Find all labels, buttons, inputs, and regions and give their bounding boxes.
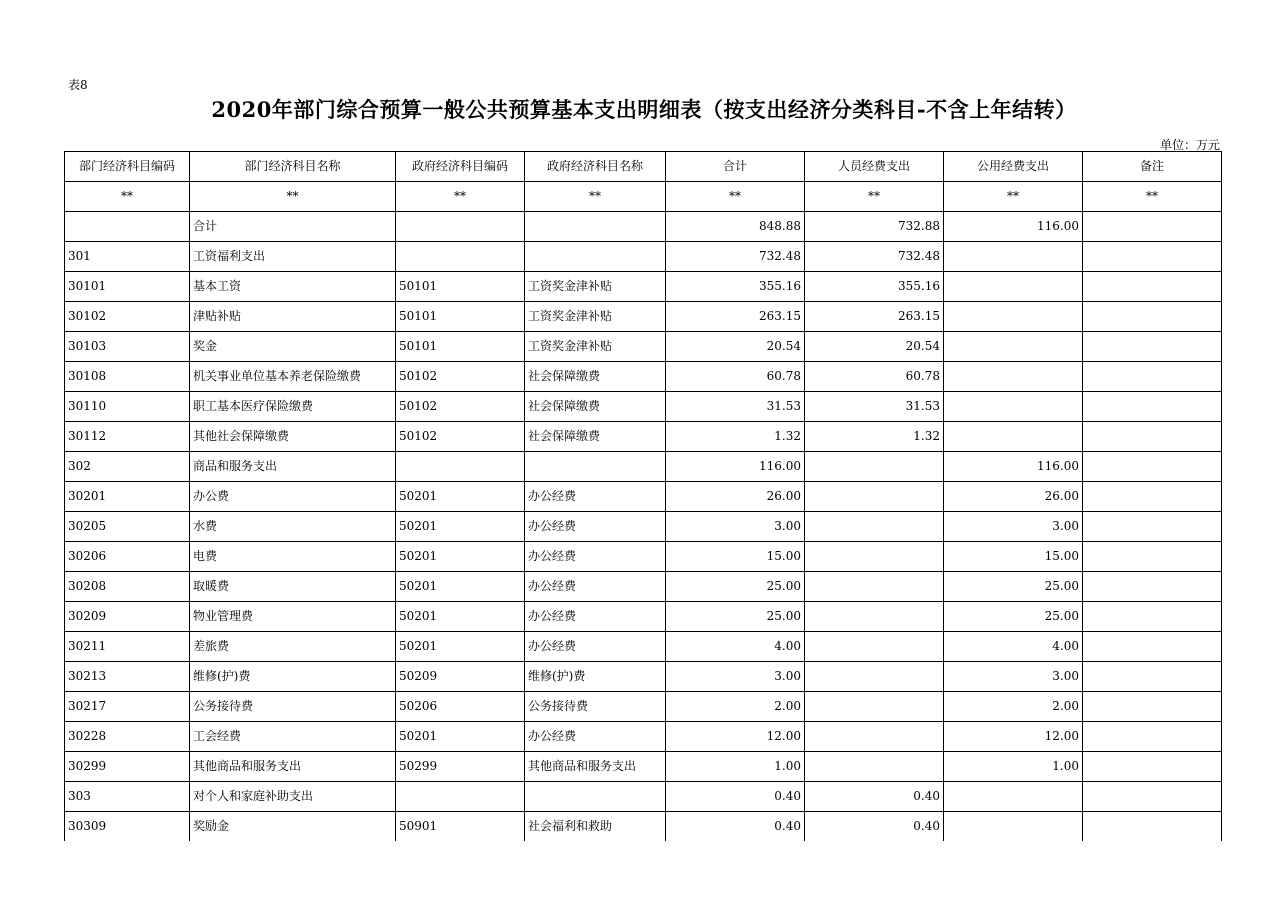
- public-cell: [944, 332, 1083, 362]
- total-cell: 4.00: [666, 632, 805, 662]
- table-row: [65, 212, 1222, 242]
- gov-name-cell: 工资奖金津补贴: [525, 272, 666, 302]
- remark-cell: [1083, 662, 1222, 692]
- marker-cell: **: [190, 182, 396, 212]
- personnel-cell: [805, 572, 944, 602]
- remark-cell: [1083, 242, 1222, 272]
- table-row: [65, 452, 1222, 482]
- public-cell: 25.00: [944, 602, 1083, 632]
- remark-cell: [1083, 812, 1222, 842]
- table-row: [65, 272, 1222, 302]
- remark-cell: [1083, 752, 1222, 782]
- remark-cell: [1083, 482, 1222, 512]
- total-cell: 2.00: [666, 692, 805, 722]
- gov-name-cell: 办公经费: [525, 722, 666, 752]
- gov-name-cell: 办公经费: [525, 482, 666, 512]
- dept-code-cell: 30228: [65, 722, 190, 752]
- dept-name-cell: 水费: [190, 512, 396, 542]
- budget-detail-table: [64, 151, 1222, 841]
- dept-name-cell: 办公费: [190, 482, 396, 512]
- marker-cell: **: [65, 182, 190, 212]
- dept-name-cell: 物业管理费: [190, 602, 396, 632]
- gov-code-cell: 50102: [396, 422, 525, 452]
- dept-name-cell: 对个人和家庭补助支出: [190, 782, 396, 812]
- personnel-cell: 0.40: [805, 782, 944, 812]
- table-row: [65, 692, 1222, 722]
- dept-name-cell: 商品和服务支出: [190, 452, 396, 482]
- public-cell: 116.00: [944, 452, 1083, 482]
- column-header: 备注: [1083, 152, 1222, 182]
- gov-name-cell: 公务接待费: [525, 692, 666, 722]
- marker-row: [65, 182, 1222, 212]
- gov-code-cell: 50201: [396, 572, 525, 602]
- dept-name-cell: 公务接待费: [190, 692, 396, 722]
- dept-name-cell: 机关事业单位基本养老保险缴费: [190, 362, 396, 392]
- column-header: 公用经费支出: [944, 152, 1083, 182]
- gov-code-cell: 50101: [396, 332, 525, 362]
- gov-name-cell: [525, 452, 666, 482]
- personnel-cell: [805, 542, 944, 572]
- table-row: [65, 632, 1222, 662]
- table-row: [65, 332, 1222, 362]
- gov-code-cell: 50201: [396, 632, 525, 662]
- column-header: 人员经费支出: [805, 152, 944, 182]
- gov-code-cell: 50102: [396, 392, 525, 422]
- remark-cell: [1083, 602, 1222, 632]
- personnel-cell: 1.32: [805, 422, 944, 452]
- total-cell: 0.40: [666, 812, 805, 842]
- personnel-cell: [805, 632, 944, 662]
- gov-code-cell: 50101: [396, 272, 525, 302]
- gov-code-cell: 50201: [396, 512, 525, 542]
- remark-cell: [1083, 512, 1222, 542]
- marker-cell: **: [1083, 182, 1222, 212]
- table-row: [65, 362, 1222, 392]
- total-cell: 848.88: [666, 212, 805, 242]
- public-cell: 3.00: [944, 662, 1083, 692]
- public-cell: 1.00: [944, 752, 1083, 782]
- personnel-cell: [805, 482, 944, 512]
- dept-code-cell: 30112: [65, 422, 190, 452]
- dept-name-cell: 其他社会保障缴费: [190, 422, 396, 452]
- gov-name-cell: 社会保障缴费: [525, 392, 666, 422]
- total-cell: 732.48: [666, 242, 805, 272]
- public-cell: [944, 242, 1083, 272]
- public-cell: [944, 272, 1083, 302]
- dept-code-cell: 30208: [65, 572, 190, 602]
- dept-code-cell: 30217: [65, 692, 190, 722]
- personnel-cell: 20.54: [805, 332, 944, 362]
- personnel-cell: 732.88: [805, 212, 944, 242]
- personnel-cell: [805, 602, 944, 632]
- gov-code-cell: [396, 782, 525, 812]
- total-cell: 1.32: [666, 422, 805, 452]
- gov-code-cell: [396, 212, 525, 242]
- dept-code-cell: 30201: [65, 482, 190, 512]
- personnel-cell: [805, 692, 944, 722]
- remark-cell: [1083, 422, 1222, 452]
- table-row: [65, 782, 1222, 812]
- total-cell: 355.16: [666, 272, 805, 302]
- dept-code-cell: 302: [65, 452, 190, 482]
- marker-cell: **: [944, 182, 1083, 212]
- remark-cell: [1083, 452, 1222, 482]
- column-header: 部门经济科目编码: [65, 152, 190, 182]
- gov-name-cell: 办公经费: [525, 632, 666, 662]
- gov-name-cell: 社会保障缴费: [525, 362, 666, 392]
- gov-code-cell: 50102: [396, 362, 525, 392]
- dept-code-cell: 30103: [65, 332, 190, 362]
- gov-name-cell: 其他商品和服务支出: [525, 752, 666, 782]
- dept-code-cell: 30213: [65, 662, 190, 692]
- gov-name-cell: 社会福利和救助: [525, 812, 666, 842]
- dept-name-cell: 基本工资: [190, 272, 396, 302]
- table-row: [65, 572, 1222, 602]
- gov-code-cell: [396, 452, 525, 482]
- personnel-cell: 732.48: [805, 242, 944, 272]
- gov-code-cell: 50101: [396, 302, 525, 332]
- total-cell: 26.00: [666, 482, 805, 512]
- total-cell: 12.00: [666, 722, 805, 752]
- column-header: 政府经济科目编码: [396, 152, 525, 182]
- dept-code-cell: 30110: [65, 392, 190, 422]
- marker-cell: **: [525, 182, 666, 212]
- total-cell: 25.00: [666, 602, 805, 632]
- public-cell: 3.00: [944, 512, 1083, 542]
- personnel-cell: [805, 752, 944, 782]
- public-cell: [944, 812, 1083, 842]
- dept-code-cell: 301: [65, 242, 190, 272]
- header-row: [65, 152, 1222, 182]
- column-header: 政府经济科目名称: [525, 152, 666, 182]
- dept-name-cell: 电费: [190, 542, 396, 572]
- remark-cell: [1083, 362, 1222, 392]
- table-row: [65, 602, 1222, 632]
- gov-name-cell: 维修(护)费: [525, 662, 666, 692]
- table-row: [65, 242, 1222, 272]
- dept-name-cell: 合计: [190, 212, 396, 242]
- public-cell: 15.00: [944, 542, 1083, 572]
- total-cell: 263.15: [666, 302, 805, 332]
- dept-code-cell: 30209: [65, 602, 190, 632]
- column-header: 部门经济科目名称: [190, 152, 396, 182]
- table-row: [65, 752, 1222, 782]
- gov-name-cell: 办公经费: [525, 542, 666, 572]
- public-cell: [944, 422, 1083, 452]
- total-cell: 20.54: [666, 332, 805, 362]
- dept-code-cell: 30211: [65, 632, 190, 662]
- public-cell: [944, 392, 1083, 422]
- dept-code-cell: 30101: [65, 272, 190, 302]
- dept-code-cell: 30309: [65, 812, 190, 842]
- dept-name-cell: 维修(护)费: [190, 662, 396, 692]
- total-cell: 60.78: [666, 362, 805, 392]
- dept-name-cell: 奖励金: [190, 812, 396, 842]
- total-cell: 116.00: [666, 452, 805, 482]
- gov-code-cell: 50201: [396, 482, 525, 512]
- dept-code-cell: 30102: [65, 302, 190, 332]
- table-row: [65, 722, 1222, 752]
- remark-cell: [1083, 572, 1222, 602]
- public-cell: 4.00: [944, 632, 1083, 662]
- marker-cell: **: [396, 182, 525, 212]
- gov-name-cell: 办公经费: [525, 602, 666, 632]
- remark-cell: [1083, 302, 1222, 332]
- table-row: [65, 482, 1222, 512]
- gov-name-cell: 办公经费: [525, 572, 666, 602]
- dept-name-cell: 差旅费: [190, 632, 396, 662]
- gov-code-cell: 50206: [396, 692, 525, 722]
- remark-cell: [1083, 692, 1222, 722]
- gov-code-cell: 50299: [396, 752, 525, 782]
- gov-code-cell: 50901: [396, 812, 525, 842]
- public-cell: 2.00: [944, 692, 1083, 722]
- table-body: [65, 212, 1222, 842]
- personnel-cell: [805, 512, 944, 542]
- gov-code-cell: 50209: [396, 662, 525, 692]
- dept-code-cell: 30299: [65, 752, 190, 782]
- total-cell: 3.00: [666, 512, 805, 542]
- table-header: [65, 152, 1222, 212]
- column-header: 合计: [666, 152, 805, 182]
- dept-name-cell: 取暖费: [190, 572, 396, 602]
- remark-cell: [1083, 632, 1222, 662]
- dept-name-cell: 职工基本医疗保险缴费: [190, 392, 396, 422]
- personnel-cell: 60.78: [805, 362, 944, 392]
- dept-name-cell: 其他商品和服务支出: [190, 752, 396, 782]
- public-cell: [944, 782, 1083, 812]
- gov-name-cell: 办公经费: [525, 512, 666, 542]
- public-cell: [944, 362, 1083, 392]
- gov-name-cell: [525, 212, 666, 242]
- marker-cell: **: [805, 182, 944, 212]
- table-row: [65, 302, 1222, 332]
- table-row: [65, 812, 1222, 842]
- gov-code-cell: 50201: [396, 602, 525, 632]
- remark-cell: [1083, 722, 1222, 752]
- gov-code-cell: [396, 242, 525, 272]
- dept-name-cell: 奖金: [190, 332, 396, 362]
- public-cell: 25.00: [944, 572, 1083, 602]
- remark-cell: [1083, 212, 1222, 242]
- dept-code-cell: 30108: [65, 362, 190, 392]
- remark-cell: [1083, 272, 1222, 302]
- gov-code-cell: 50201: [396, 542, 525, 572]
- remark-cell: [1083, 542, 1222, 572]
- table-number-label: 表8: [68, 78, 88, 92]
- table-row: [65, 392, 1222, 422]
- marker-cell: **: [666, 182, 805, 212]
- personnel-cell: 263.15: [805, 302, 944, 332]
- personnel-cell: 355.16: [805, 272, 944, 302]
- table-row: [65, 422, 1222, 452]
- gov-name-cell: 工资奖金津补贴: [525, 332, 666, 362]
- dept-code-cell: [65, 212, 190, 242]
- remark-cell: [1083, 332, 1222, 362]
- personnel-cell: [805, 662, 944, 692]
- total-cell: 0.40: [666, 782, 805, 812]
- personnel-cell: [805, 452, 944, 482]
- public-cell: 12.00: [944, 722, 1083, 752]
- table-row: [65, 542, 1222, 572]
- gov-name-cell: [525, 242, 666, 272]
- personnel-cell: [805, 722, 944, 752]
- dept-code-cell: 30206: [65, 542, 190, 572]
- dept-name-cell: 工会经费: [190, 722, 396, 752]
- public-cell: 116.00: [944, 212, 1083, 242]
- table-row: [65, 662, 1222, 692]
- total-cell: 1.00: [666, 752, 805, 782]
- page-title: 2020年部门综合预算一般公共预算基本支出明细表（按支出经济分类科目-不含上年结转）: [211, 97, 1077, 122]
- remark-cell: [1083, 782, 1222, 812]
- personnel-cell: 0.40: [805, 812, 944, 842]
- remark-cell: [1083, 392, 1222, 422]
- total-cell: 3.00: [666, 662, 805, 692]
- gov-code-cell: 50201: [396, 722, 525, 752]
- gov-name-cell: 社会保障缴费: [525, 422, 666, 452]
- gov-name-cell: 工资奖金津补贴: [525, 302, 666, 332]
- gov-name-cell: [525, 782, 666, 812]
- personnel-cell: 31.53: [805, 392, 944, 422]
- dept-name-cell: 津贴补贴: [190, 302, 396, 332]
- dept-code-cell: 303: [65, 782, 190, 812]
- public-cell: 26.00: [944, 482, 1083, 512]
- public-cell: [944, 302, 1083, 332]
- table-row: [65, 512, 1222, 542]
- total-cell: 15.00: [666, 542, 805, 572]
- dept-code-cell: 30205: [65, 512, 190, 542]
- dept-name-cell: 工资福利支出: [190, 242, 396, 272]
- total-cell: 31.53: [666, 392, 805, 422]
- unit-label: 单位：万元: [1159, 138, 1220, 152]
- total-cell: 25.00: [666, 572, 805, 602]
